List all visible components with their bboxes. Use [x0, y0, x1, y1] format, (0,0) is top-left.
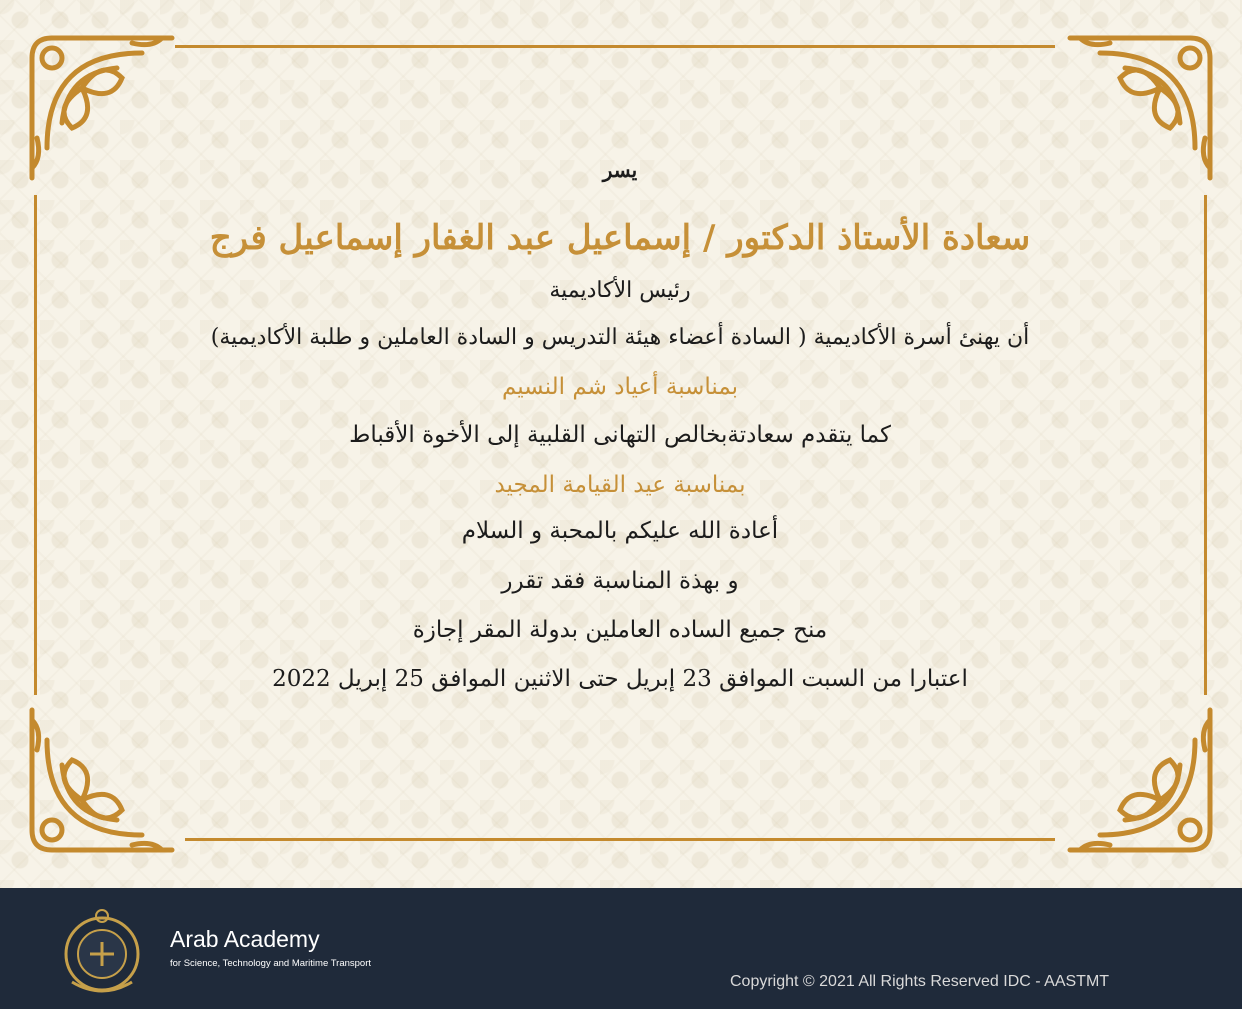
brand-title: Arab Academy [170, 926, 320, 952]
honoree-name: سعادة الأستاذ الدكتور / إسماعيل عبد الغفار إسماعيل فرج [209, 218, 1031, 258]
intro-text: يسر [602, 158, 638, 182]
congrats-text: أن يهنئ أسرة الأكاديمية ( السادة أعضاء هيئة التدريس و السادة العاملين و طلبة الأكاديمية) [210, 325, 1030, 350]
extends-text: كما يتقدم سعادتةبخالص التهانى القلبية إلى الأخوة الأقباط [349, 422, 891, 448]
academy-logo-icon [52, 902, 152, 1002]
copyright-text: Copyright © 2021 All Rights Reserved IDC - AASTMT [730, 973, 1110, 990]
position-title: رئيس الأكاديمية [549, 278, 691, 303]
grant-text: منح جميع الساده العاملين بدولة المقر إجازة [412, 617, 828, 643]
footer-bar [0, 888, 1242, 1009]
certificate-text [120, 0, 1120, 888]
frame-left-line [34, 195, 37, 695]
dates-text: اعتبارا من السبت الموافق 23 إبريل حتى الاثنين الموافق 25 إبريل 2022 [272, 666, 968, 692]
brand-subtitle: for Science, Technology and Maritime Transport [170, 958, 372, 969]
decision-text: و بهذة المناسبة فقد تقرر [501, 568, 739, 594]
occasion-sham-el-nessim: بمناسبة أعياد شم النسيم [501, 374, 739, 400]
frame-right-line [1204, 195, 1207, 695]
blessing-text: أعادة الله عليكم بالمحبة و السلام [461, 518, 779, 544]
occasion-easter: بمناسبة عيد القيامة المجيد [494, 472, 746, 498]
